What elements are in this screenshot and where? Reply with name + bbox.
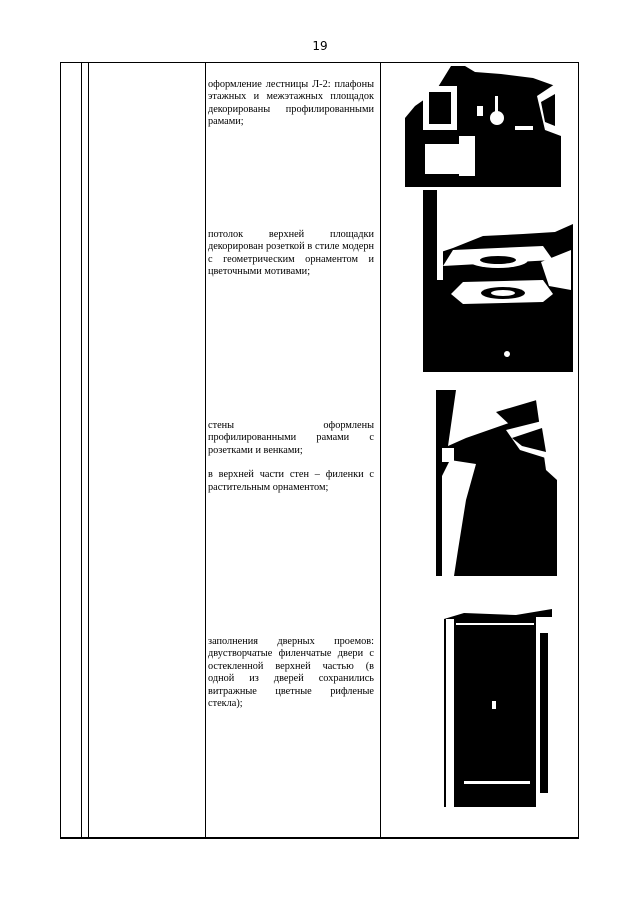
photo-door (444, 593, 552, 807)
column-divider (380, 63, 381, 837)
description-paragraph: в верхней части стен – филенки с растительным орнаментом; (208, 469, 374, 493)
description-row-4 (208, 636, 374, 722)
description-paragraph: заполнения дверных проемов: двустворчатые филенчатые двери с остекленной верхней частью (в одной из дверей сохранились витражные цветные рифленые стекла); (208, 636, 374, 710)
description-paragraph: потолок верхней площадки декорирован розеткой в стиле модерн с геометрическим орнаментом и цветочными мотивами; (208, 229, 374, 278)
description-row-3 (208, 420, 374, 506)
description-row-2 (208, 229, 374, 291)
column-divider (205, 63, 206, 837)
photo-stair-ceiling (405, 66, 561, 187)
table-bottom-rule (60, 838, 579, 839)
description-paragraph: оформление лестницы Л-2: плафоны этажных и межэтажных площадок декорированы профилированными рамами; (208, 79, 374, 128)
page-number: 19 (312, 39, 328, 53)
photo-ceiling-rosette (423, 190, 573, 372)
description-paragraph: стены оформлены профилированными рамами с розетками и венками; (208, 420, 374, 456)
column-divider (81, 63, 82, 837)
description-row-1 (208, 79, 374, 141)
photo-wall-panels (436, 390, 557, 576)
column-divider (88, 63, 89, 837)
